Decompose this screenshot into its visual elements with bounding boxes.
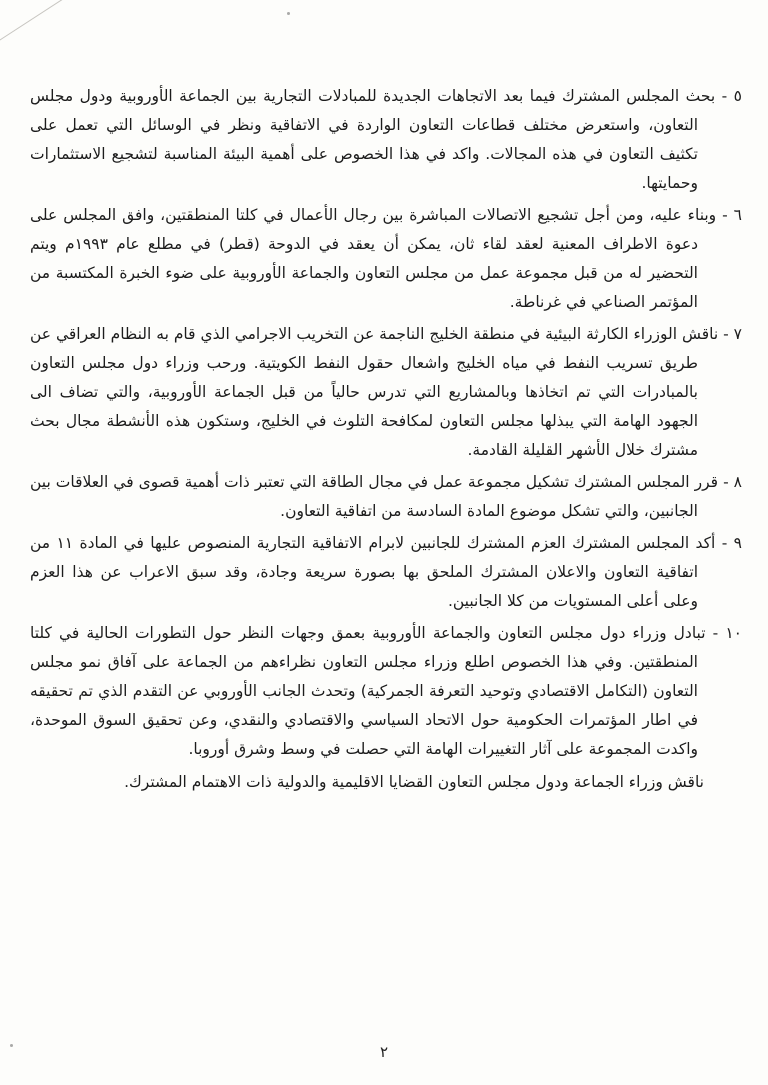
paragraph-text: تبادل وزراء دول مجلس التعاون والجماعة الأوروبية بعمق وجهات النظر حول التطورات الحالية في كلتا المنطقتين. وفي هذا الخصوص اطلع وزراء مجلس التعاون نظراءهم من الجماعة على آفاق نمو مجلس التعاون (التكامل الاقتصادي وتوحيد التعرفة الجمركية) وتحدث الجانب الأوروبي عن التقدم الذي تم تحقيقه في اطار المؤتمرات الحكومية حول الاتحاد السياسي والاقتصادي والنقدي، وعن تحقيق السوق الموحدة، واكدت المجموعة على آثار التغييرات الهامة التي حصلت في وسط وشرق أوروبا. [30, 624, 706, 758]
scan-artifact-line [0, 0, 79, 49]
paragraph-text: بحث المجلس المشترك فيما بعد الاتجاهات الجديدة للمبادلات التجارية بين الجماعة الأوروبية ودول مجلس التعاون، واستعرض مختلف قطاعات التعاون الواردة في الاتفاقية ونظر في الوسائل التي تعمل على تكثيف التعاون في هذه المجالات. واكد في هذا الخصوص على أهمية البيئة المناسبة لتشجيع الاستثمارات وحمايتها. [30, 87, 716, 192]
paragraph-number: ٨ - [723, 473, 742, 491]
paragraph-number: ٦ - [722, 206, 742, 224]
document-body [30, 82, 742, 800]
paragraph-text: قرر المجلس المشترك تشكيل مجموعة عمل في مجال الطاقة التي تعتبر ذات أهمية قصوى في العلاقات بين الجانبين، والتي تشكل موضوع المادة السادسة من اتفاقية التعاون. [30, 473, 719, 520]
paragraph-10 [30, 619, 742, 764]
paragraph-number: ١٠ - [712, 624, 742, 642]
paragraph-6 [30, 201, 742, 317]
paragraph-7 [30, 320, 742, 465]
page-number: ٢ [379, 1043, 389, 1061]
paragraph-9 [30, 529, 742, 616]
closing-paragraph [30, 768, 742, 797]
paragraph-number: ٩ - [721, 534, 742, 552]
paragraph-text: ناقش الوزراء الكارثة البيئية في منطقة الخليج الناجمة عن التخريب الاجرامي الذي قام به النظام العراقي عن طريق تسريب النفط في مياه الخليج واشعال حقول النفط الكويتية. ورحب وزراء دول مجلس التعاون بالمبادرات التي تم اتخاذها وبالمشاريع التي تدرس حالياً من قبل الجماعة الأوروبية، والتي تضاف الى الجهود الهامة التي يبذلها مجلس التعاون لمكافحة التلوث في الخليج، وستكون هذه الأنشطة مجال بحث مشترك خلال الأشهر القليلة القادمة. [30, 325, 719, 459]
paragraph-text: وبناء عليه، ومن أجل تشجيع الاتصالات المباشرة بين رجال الأعمال في كلتا المنطقتين، وافق المجلس على دعوة الاطراف المعنية لعقد لقاء ثان، يمكن أن يعقد في الدوحة (قطر) في مطلع عام ١٩٩٣م ويتم التحضير له من قبل مجموعة عمل من مجلس التعاون والجماعة الأوروبية على ضوء الخبرة المكتسبة من المؤتمر الصناعي في غرناطة. [30, 206, 717, 311]
scan-artifact-speck [287, 12, 290, 15]
paragraph-5 [30, 82, 742, 198]
paragraph-text: ناقش وزراء الجماعة ودول مجلس التعاون القضايا الاقليمية والدولية ذات الاهتمام المشترك. [124, 773, 704, 791]
paragraph-8 [30, 468, 742, 526]
paragraph-number: ٥ - [721, 87, 742, 105]
paragraph-number: ٧ - [723, 325, 742, 343]
paragraph-text: أكد المجلس المشترك العزم المشترك للجانبين لابرام الاتفاقية التجارية المنصوص عليها في المادة ١١ من اتفاقية التعاون والاعلان المشترك الملحق بها بصورة سريعة وجادة، وقد سبق الاعراب عن هذا العزم وعلى أعلى المستويات من كلا الجانبين. [30, 534, 716, 610]
